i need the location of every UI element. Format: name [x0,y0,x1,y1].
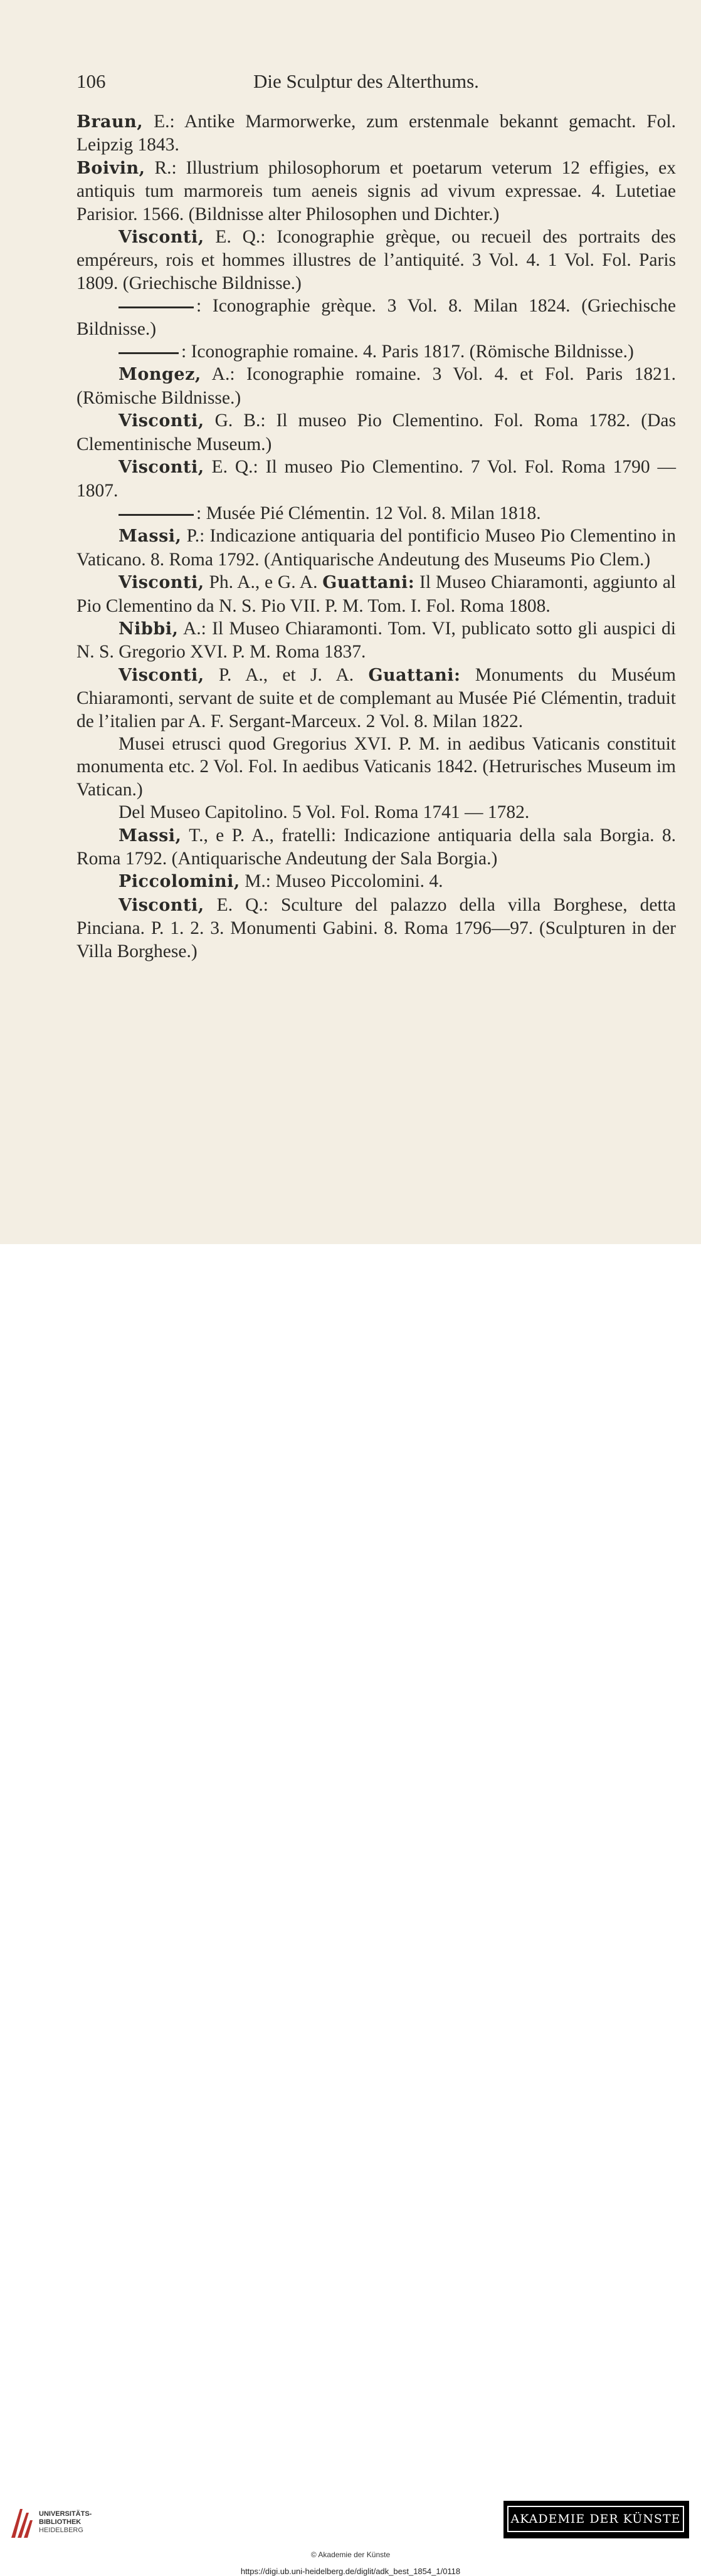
author-name: Braun, [76,112,144,132]
bibliography-entry [76,617,676,664]
bibliography-entry [76,409,676,456]
ditto-dash [119,306,194,308]
author-name: Visconti, [119,895,204,915]
bibliography-list [76,110,676,963]
author-name: Massi, [119,526,182,547]
library-line-3: HEIDELBERG [39,2526,83,2534]
author-name: Visconti, [119,228,204,248]
permalink-url[interactable]: https://digi.ub.uni-heidelberg.de/diglit/adk_best_1854_1/0118 [240,2567,461,2576]
bibliography-entry [76,456,676,502]
entry-text: Del Museo Capitolino. 5 Vol. Fol. Roma 1741 — 1782. [119,802,530,823]
bibliography-entry [76,894,676,963]
copyright-notice: © Akademie der Künste [310,2550,391,2559]
author-name: Visconti, [119,665,204,685]
author-name: Mongez, [119,365,201,385]
entry-text: : Iconographie grèque. 3 Vol. 8. Milan 1824. (Griechische Bildnisse.) [76,296,676,339]
bibliography-entry [76,226,676,295]
author-name: Piccolomini, [119,872,240,892]
entry-text: P. A., et J. A. [204,664,369,685]
bibliography-entry [76,157,676,226]
akademie-logo-text: AKADEMIE DER KÜNSTE [507,2506,684,2532]
entry-text-continued: Il Museo Chiaramonti, aggiunto al Pio Clementino da N. S. Pio VII. P. M. Tom. I. Fol. Roma 1808. [76,572,676,616]
entry-text: T., e P. A., fratelli: Indicazione antiquaria della sala Borgia. 8. Roma 1792. (Antiquarische Andeutung der Sala Borgia.) [76,825,676,869]
author-name: Nibbi, [119,619,179,639]
akademie-logo [503,2501,689,2538]
bibliography-entry [76,502,676,525]
bibliography-entry [76,664,676,733]
entry-text: Musei etrusci quod Gregorius XVI. P. M. in aedibus Vaticanis constituit monumenta etc. 2 Vol. Fol. In aedibus Vaticanis 1842. (Hetrurisches Museum im Vatican.) [76,733,676,800]
ditto-dash [119,352,179,354]
bibliography-entry [76,733,676,801]
author-name: Visconti, [119,573,204,593]
entry-text: E. Q.: Iconographie grèque, ou recueil des portraits des empéreurs, rois et hommes illustres de l’antiquité. 3 Vol. 4. 1 Vol. Fol. Paris 1809. (Griechische Bildnisse.) [76,227,676,293]
scanned-page [0,0,701,1244]
university-library-name [39,2510,92,2535]
page-header [76,70,678,99]
entry-text: E.: Antike Marmorwerke, zum erstenmale bekannt gemacht. Fol. Leipzig 1843. [76,112,676,155]
viewer-footer [0,1244,701,2576]
ditto-dash [119,514,194,516]
author-name: Massi, [119,825,182,846]
entry-text: A.: Il Museo Chiaramonti. Tom. VI, publicato sotto gli auspici di N. S. Gregorio XVI. P. M. Roma 1837. [76,618,676,662]
bibliography-entry [76,363,676,409]
author-name: Visconti, [119,411,204,431]
bibliography-entry [76,571,676,617]
entry-text: E. Q.: Il museo Pio Clementino. 7 Vol. Fol. Roma 1790 — 1807. [76,457,676,501]
entry-text: : Musée Pié Clémentin. 12 Vol. 8. Milan 1818. [196,503,541,523]
library-line-1: UNIVERSITÄTS- [39,2510,92,2518]
author-name: Boivin, [76,158,145,178]
university-library-logo-icon [9,2506,34,2540]
bibliography-entry [76,525,676,571]
entry-text: E. Q.: Sculture del palazzo della villa Borghese, detta Pinciana. P. 1. 2. 3. Monumenti Gabini. 8. Roma 1796—97. (Sculpturen in der Villa Borghese.) [76,894,676,961]
library-line-2: BIBLIOTHEK [39,2518,82,2526]
entry-text: Ph. A., e G. A. [204,572,323,593]
co-author-name: Guattani: [368,665,461,685]
entry-text: G. B.: Il museo Pio Clementino. Fol. Roma 1782. (Das Clementinische Museum.) [76,411,676,454]
bibliography-entry [76,824,676,871]
entry-text: : Iconographie romaine. 4. Paris 1817. (Römische Bildnisse.) [181,342,634,362]
bibliography-entry [76,801,676,824]
bibliography-entry [76,340,676,363]
page-number: 106 [76,70,106,92]
entry-text-continued: Monuments du Muséum Chiaramonti, servant de suite et de complemant au Musée Pié Clémentin, traduit de l’italien par A. F. Sergant-Marceux. 2 Vol. 8. Milan 1822. [76,664,676,731]
entry-text: A.: Iconographie romaine. 3 Vol. 4. et Fol. Paris 1821. (Römische Bildnisse.) [76,364,676,408]
bibliography-entry [76,870,676,893]
entry-text: P.: Indicazione antiquaria del pontificio Museo Pio Clementino in Vaticano. 8. Roma 1792. (Antiquarische Andeutung des Museums Pio Clem.) [76,526,676,570]
bibliography-entry [76,110,676,157]
entry-text: M.: Museo Piccolomini. 4. [240,871,443,892]
bibliography-entry [76,295,676,340]
entry-text: R.: Illustrium philosophorum et poetarum veterum 12 effigies, ex antiquis tum marmoreis tum aeneis signis ad vivum expressae. 4. Lutetiae Parisior. 1566. (Bildnisse alter Philosophen und Dichter.) [76,157,676,224]
author-name: Visconti, [119,458,204,478]
co-author-name: Guattani: [322,573,415,593]
running-title: Die Sculptur des Alterthums. [253,70,479,92]
